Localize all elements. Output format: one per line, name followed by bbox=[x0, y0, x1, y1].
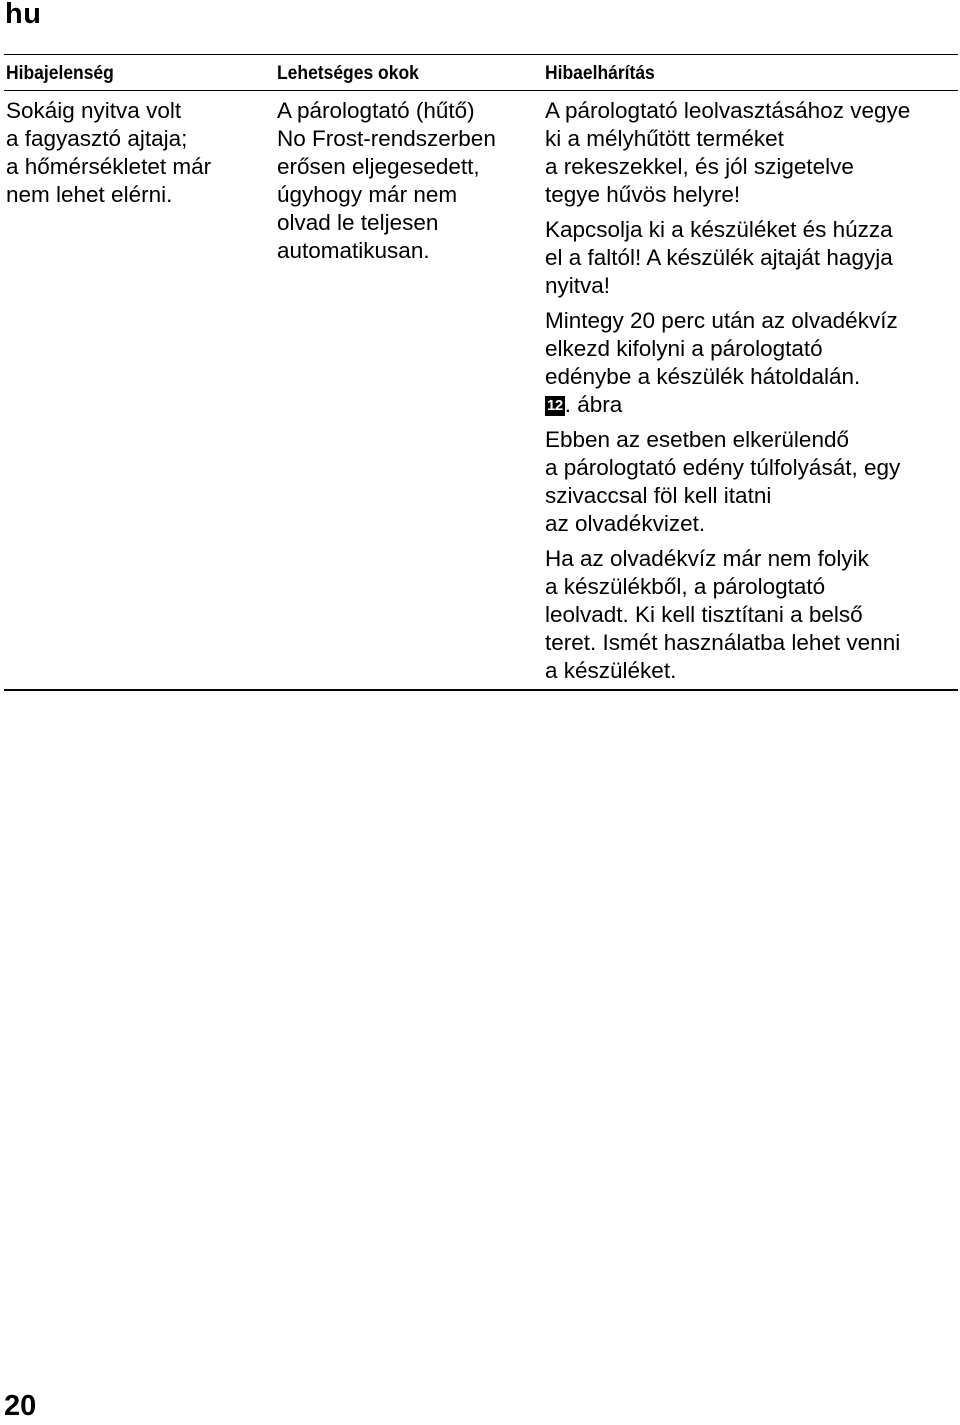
language-code: hu bbox=[5, 0, 42, 30]
remedy-line: Ha az olvadékvíz már nem folyik bbox=[545, 546, 869, 571]
cause-line: úgyhogy már nem bbox=[277, 182, 458, 207]
cause-line: A párologtató (hűtő) bbox=[277, 98, 475, 123]
remedy-line: a készülékből, a párologtató bbox=[545, 574, 826, 599]
symptom-line: a hőmérsékletet már bbox=[6, 154, 212, 179]
header-causes: Lehetséges okok bbox=[277, 63, 419, 84]
symptom-line: Sokáig nyitva volt bbox=[6, 98, 182, 123]
header-symptom: Hibajelenség bbox=[6, 63, 114, 84]
cause-line: automatikusan. bbox=[277, 238, 430, 263]
symptom-line: a fagyasztó ajtaja; bbox=[6, 126, 188, 151]
remedy-line: a párologtató edény túlfolyását, egy bbox=[545, 455, 901, 480]
cause-line: No Frost-rendszerben bbox=[277, 126, 496, 151]
remedy-line: Kapcsolja ki a készüléket és húzza bbox=[545, 217, 893, 242]
cause-line: erősen eljegesedett, bbox=[277, 154, 480, 179]
top-rule bbox=[4, 54, 958, 55]
remedy-cell bbox=[539, 97, 958, 685]
page-number: 20 bbox=[4, 1390, 37, 1422]
remedy-line: Mintegy 20 perc után az olvadékvíz bbox=[545, 308, 898, 333]
figure-number-badge: 12 bbox=[547, 397, 563, 414]
remedy-paragraph bbox=[545, 97, 958, 209]
remedy-line: elkezd kifolyni a párologtató bbox=[545, 336, 823, 361]
remedy-line: Ebben az esetben elkerülendő bbox=[545, 427, 849, 452]
remedy-paragraph bbox=[545, 307, 958, 419]
figure-reference bbox=[545, 391, 958, 419]
remedy-paragraph bbox=[545, 216, 958, 300]
remedy-line: a készüléket. bbox=[545, 658, 677, 683]
troubleshooting-table bbox=[4, 58, 958, 691]
remedy-line: leolvadt. Ki kell tisztítani a belső bbox=[545, 602, 863, 627]
symptom-cell bbox=[4, 97, 272, 209]
remedy-paragraph bbox=[545, 545, 958, 685]
remedy-line: A párologtató leolvasztásához vegye bbox=[545, 98, 911, 123]
causes-cell bbox=[272, 97, 539, 265]
remedy-line: a rekeszekkel, és jól szigetelve bbox=[545, 154, 854, 179]
remedy-line: nyitva! bbox=[545, 273, 611, 298]
remedy-line: ki a mélyhűtött terméket bbox=[545, 126, 784, 151]
table-header-row bbox=[4, 58, 958, 91]
remedy-line: az olvadékvizet. bbox=[545, 511, 706, 536]
remedy-line: el a faltól! A készülék ajtaját hagyja bbox=[545, 245, 893, 270]
remedy-line: szivaccsal föl kell itatni bbox=[545, 483, 772, 508]
remedy-paragraph bbox=[545, 426, 958, 538]
remedy-line: edénybe a készülék hátoldalán. bbox=[545, 364, 861, 389]
remedy-line: teret. Ismét használatba lehet venni bbox=[545, 630, 901, 655]
header-remedy: Hibaelhárítás bbox=[545, 63, 655, 84]
table-row bbox=[4, 91, 958, 691]
symptom-line: nem lehet elérni. bbox=[6, 182, 173, 207]
cause-line: olvad le teljesen bbox=[277, 210, 439, 235]
figure-reference-text: . ábra bbox=[564, 392, 623, 417]
remedy-line: tegye hűvös helyre! bbox=[545, 182, 741, 207]
